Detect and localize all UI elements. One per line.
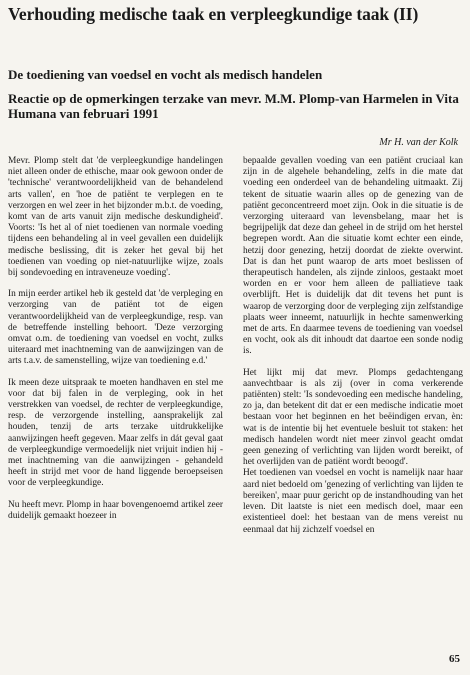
right-column xyxy=(243,156,463,546)
left-column xyxy=(8,156,223,532)
article-title: Verhouding medische taak en verpleegkundige taak (II) xyxy=(8,4,419,24)
paragraph: Het toedienen van voedsel en vocht is namelijk naar haar aard niet bedoeld om 'genezing of verlichting van lijden te bereiken', maar puur gericht op de instandhouding van het leven. Dit laatste is niet een medisch doel, maar een existentieel doel: het bestaan van de mens vereist nu eenmaal dat hij zichzelf voedsel en xyxy=(243,468,463,535)
article-author: Mr H. van der Kolk xyxy=(379,137,458,148)
paragraph: Het lijkt mij dat mevr. Plomps gedachtengang aanvechtbaar is als zij (over in coma verkerende patiënten) stelt: 'Is sondevoeding een medische handeling, zo ja, dan betekent dit dat er een medische indicatie moet bestaan voor het beginnen en het beëindigen ervan, èn: wat is de intentie bij het eventuele besluit tot staken: het medisch handelen wordt niet meer zinvol geacht omdat geen genezing of verlichting van lijden wordt bereikt, of het overlijden van de patiënt wordt beoogd'. xyxy=(243,367,463,468)
paragraph: bepaalde gevallen voeding van een patiënt cruciaal kan zijn in de algehele behandeling, zelfs in die mate dat voeding een onderdeel van de behandeling uitmaakt. Zij tekent de situatie waarin alles op de genezing van de patiënt geconcentreerd moet zijn. Ook in die situatie is de verzorging uiteraard van levensbelang, maar het is begrijpelijk dat deze dan geheel in de strijd om het herstel begrepen wordt. Aan die situatie komt echter een einde, hetzij door genezing, hetzij doordat de ziekte overwint. Dat is dan het punt waarop de arts moet beslissen of therapeutisch handelen, als zijnde zinloos, gestaakt moet worden en er voor hem alleen de palliatieve taak overblijft. Het is duidelijk dat dit tevens het punt is waarop de verzorging door de verpleging zijn zelfstandige plaats weer inneemt, natuurlijk in hechte samenwerking met de arts. En daarmee tevens de toediening van voedsel en vocht, ook als dit inhoudt dat daartoe een sonde nodig is. xyxy=(243,156,463,357)
paragraph: In mijn eerder artikel heb ik gesteld dat 'de verpleging en verzorging van de patiënt tot de eigen verantwoordelijkheid van de verpleegkundige, resp. van de betreffende instelling behoort. 'Deze verzorging omvat o.m. de toediening van voedsel en vocht, zulks uiteraard met inachtneming van de aanwijzingen van de arts t.a.v. de samenstelling, wijze van toediening e.d.' xyxy=(8,289,223,367)
paragraph: Nu heeft mevr. Plomp in haar bovengenoemd artikel zeer duidelijk gemaakt hoezeer in xyxy=(8,499,223,521)
page-number: 65 xyxy=(449,653,460,665)
paragraph: Mevr. Plomp stelt dat 'de verpleegkundige handelingen niet alleen onder de ethische, maar ook gewoon onder de 'technische' verantwoordelijkheid van de behandelend arts vallen', en 'hoe de patiënt te verplegen en te verzorgen en wel zeer in het bijzonder m.b.t. de voeding, komt van de arts vanuit zijn medische deskundigheid'. Voorts: 'Is het al of niet toedienen van normale voeding tijdens een behandeling al in veel gevallen een duidelijk medische beslissing, dit is zeker het geval bij het toedienen van voeding op niet-natuurlijke wijze, zoals bij sondevoeding en intraveneuze voeding'. xyxy=(8,156,223,279)
article-subtitle: De toediening van voedsel en vocht als medisch handelen xyxy=(8,67,323,82)
article-reaction-line: Reactie op de opmerkingen terzake van mevr. M.M. Plomp-van Harmelen in Vita Humana van februari 1991 xyxy=(8,91,459,121)
paragraph: Ik meen deze uitspraak te moeten handhaven en stel me voor dat bij falen in de verpleging, ook in het verstrekken van voedsel, de rechter de verpleegkundige, resp. de verzorgende instelling, aansprakelijk zal houden, tenzij de arts terzake uitdrukkelijke aanwijzingen heeft gegeven. Maar zelfs in dát geval gaat de verpleegkundige vermoedelijk niet vrijuit indien hij - met inachtneming van die aanwijzingen - gehandeld heeft in strijd met voor de hand liggende beroepseisen voor de verpleegkundige. xyxy=(8,377,223,489)
